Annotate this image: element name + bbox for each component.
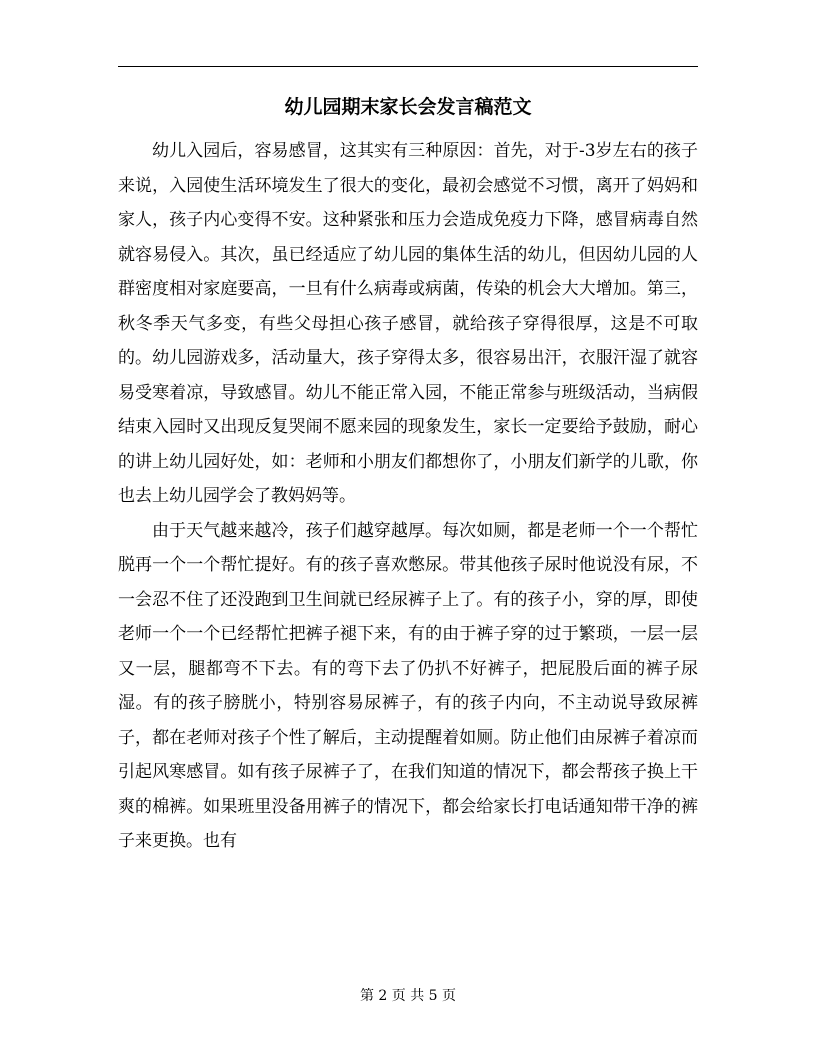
paragraph-1: 幼儿入园后，容易感冒，这其实有三种原因：首先，对于-3岁左右的孩子来说，入园使生活环境发生了很大的变化，最初会感觉不习惯，离开了妈妈和家人，孩子内心变得不安。这种紧张和压力会造成免疫力下降，感冒病毒自然就容易侵入。其次，虽已经适应了幼儿园的集体生活的幼儿，但因幼儿园的人群密度相对家庭要高，一旦有什么病毒或病菌，传染的机会大大增加。第三，秋冬季天气多变，有些父母担心孩子感冒，就给孩子穿得很厚，这是不可取的。幼儿园游戏多，活动量大，孩子穿得太多，很容易出汗，衣服汗湿了就容易受寒着凉，导致感冒。幼儿不能正常入园，不能正常参与班级活动，当病假结束入园时又出现反复哭闹不愿来园的现象发生，家长一定要给予鼓励，耐心的讲上幼儿园好处，如：老师和小朋友们都想你了，小朋友们新学的儿歌，你也去上幼儿园学会了教妈妈等。	[118, 141, 698, 506]
document-body	[118, 134, 698, 859]
document-title: 幼儿园期末家长会发言稿范文	[284, 96, 532, 118]
paragraph-2: 由于天气越来越冷，孩子们越穿越厚。每次如厕，都是老师一个一个帮忙脱再一个一个帮忙提好。有的孩子喜欢憋尿。带其他孩子尿时他说没有尿，不一会忍不住了还没跑到卫生间就已经尿裤子上了。有的孩子小，穿的厚，即使老师一个一个已经帮忙把裤子褪下来，有的由于裤子穿的过于繁琐，一层一层又一层，腿都弯不下去。有的弯下去了仍扒不好裤子，把屁股后面的裤子尿湿。有的孩子膀胱小，特别容易尿裤子，有的孩子内向，不主动说导致尿裤子，都在老师对孩子个性了解后，主动提醒着如厕。防止他们由尿裤子着凉而引起风寒感冒。如有孩子尿裤子了，在我们知道的情况下，都会帮孩子换上干爽的棉裤。如果班里没备用裤子的情况下，都会给家长打电话通知带干净的裤子来更换。也有	[118, 520, 698, 851]
page-number-footer: 第 2 页 共 5 页	[359, 988, 457, 1004]
header-rule	[118, 66, 698, 67]
